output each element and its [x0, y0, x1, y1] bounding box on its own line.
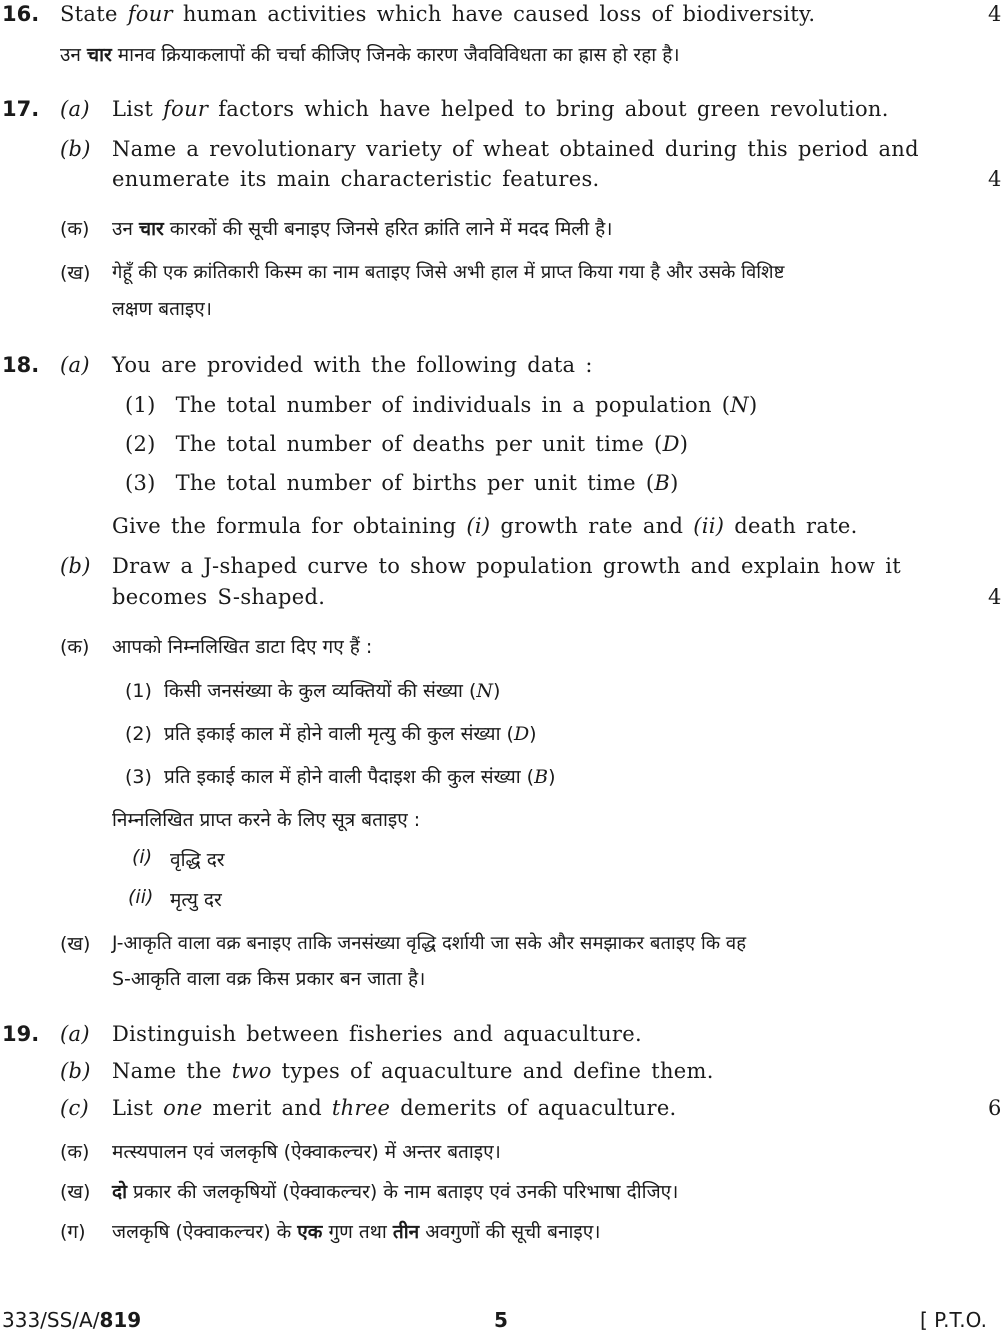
q19c-text: List one merit and three demerits of aquaculture.: [112, 1096, 677, 1120]
part-label: (b): [60, 554, 91, 578]
pto-label: [ P.T.O.: [920, 1308, 987, 1332]
q17b-line2: enumerate its main characteristic features.: [112, 167, 600, 191]
part-label: (c): [60, 1096, 90, 1120]
q18-formula-hi: निम्नलिखित प्राप्त करने के लिए सूत्र बताइए :: [112, 809, 421, 831]
part-label: (ख): [60, 1181, 91, 1203]
data-item-2: (2) The total number of deaths per unit time (D): [125, 432, 689, 456]
part-label: (a): [60, 1022, 90, 1046]
q18a-text: You are provided with the following data :: [112, 353, 593, 377]
part-label: (ख): [60, 262, 91, 284]
q17-kha-line1: गेहूँ की एक क्रांतिकारी किस्म का नाम बताइए जिसे अभी हाल में प्राप्त किया गया है और उसके विशिष्ट: [112, 262, 785, 283]
marks: 4: [988, 167, 1002, 191]
question-number: 16.: [2, 2, 40, 26]
marks: 4: [988, 585, 1002, 609]
q19-ka-text: मत्स्यपालन एवं जलकृषि (ऐक्वाकल्चर) में अन्तर बताइए।: [112, 1141, 501, 1163]
q18b-line2: becomes S-shaped.: [112, 585, 326, 609]
part-label: (क): [60, 636, 90, 658]
part-label: (a): [60, 97, 90, 121]
part-label: (b): [60, 137, 91, 161]
marks: 4: [988, 2, 1002, 26]
marks: 6: [988, 1096, 1002, 1120]
data-item-hi-2: (2) प्रति इकाई काल में होने वाली मृत्यु की कुल संख्या (D): [125, 723, 537, 745]
q17a-text: List four factors which have helped to bring about green revolution.: [112, 97, 889, 121]
q16-english: State four human activities which have caused loss of biodiversity.: [60, 2, 816, 26]
q17-kha-line2: लक्षण बताइए।: [112, 298, 212, 320]
sub-label: (ii): [128, 886, 154, 908]
q18-kha-line1: J-आकृति वाला वक्र बनाइए ताकि जनसंख्या वृद्धि दर्शायी जा सके और समझाकर बताइए कि वह: [112, 933, 747, 954]
sub-label: (i): [132, 846, 153, 868]
data-item-hi-3: (3) प्रति इकाई काल में होने वाली पैदाइश की कुल संख्या (B): [125, 766, 556, 788]
question-number: 18.: [2, 353, 40, 377]
q19b-text: Name the two types of aquaculture and define them.: [112, 1059, 714, 1083]
question-number: 17.: [2, 97, 40, 121]
part-label: (क): [60, 1141, 90, 1163]
q17b-line1: Name a revolutionary variety of wheat obtained during this period and: [112, 137, 919, 161]
page-number: 5: [494, 1308, 508, 1332]
data-item-hi-1: (1) किसी जनसंख्या के कुल व्यक्तियों की संख्या (N): [125, 680, 501, 702]
part-label: (ग): [60, 1221, 86, 1243]
q16-hindi: उन चार मानव क्रियाकलापों की चर्चा कीजिए जिनके कारण जैवविविधता का ह्रास हो रहा है।: [60, 44, 680, 66]
part-label: (b): [60, 1059, 91, 1083]
q18b-line1: Draw a J-shaped curve to show population growth and explain how it: [112, 554, 902, 578]
q19-kha-text: दो प्रकार की जलकृषियों (ऐक्वाकल्चर) के नाम बताइए एवं उनकी परिभाषा दीजिए।: [112, 1181, 679, 1203]
data-item-1: (1) The total number of individuals in a population (N): [125, 393, 758, 417]
part-label: (ख): [60, 933, 91, 955]
paper-code: 333/SS/A/819: [2, 1308, 142, 1332]
sub-text: मृत्यु दर: [170, 889, 222, 911]
q18-formula-text: Give the formula for obtaining (i) growth rate and (ii) death rate.: [112, 514, 858, 538]
part-label: (a): [60, 353, 90, 377]
data-item-3: (3) The total number of births per unit time (B): [125, 471, 679, 495]
q19a-text: Distinguish between fisheries and aquaculture.: [112, 1022, 642, 1046]
q19-ga-text: जलकृषि (ऐक्वाकल्चर) के एक गुण तथा तीन अवगुणों की सूची बनाइए।: [112, 1221, 601, 1243]
q17-ka-text: उन चार कारकों की सूची बनाइए जिनसे हरित क्रांति लाने में मदद मिली है।: [112, 218, 613, 240]
sub-text: वृद्धि दर: [170, 849, 225, 871]
q18-ka-text: आपको निम्नलिखित डाटा दिए गए हैं :: [112, 636, 373, 658]
part-label: (क): [60, 218, 90, 240]
question-number: 19.: [2, 1022, 40, 1046]
q18-kha-line2: S-आकृति वाला वक्र किस प्रकार बन जाता है।: [112, 968, 426, 990]
